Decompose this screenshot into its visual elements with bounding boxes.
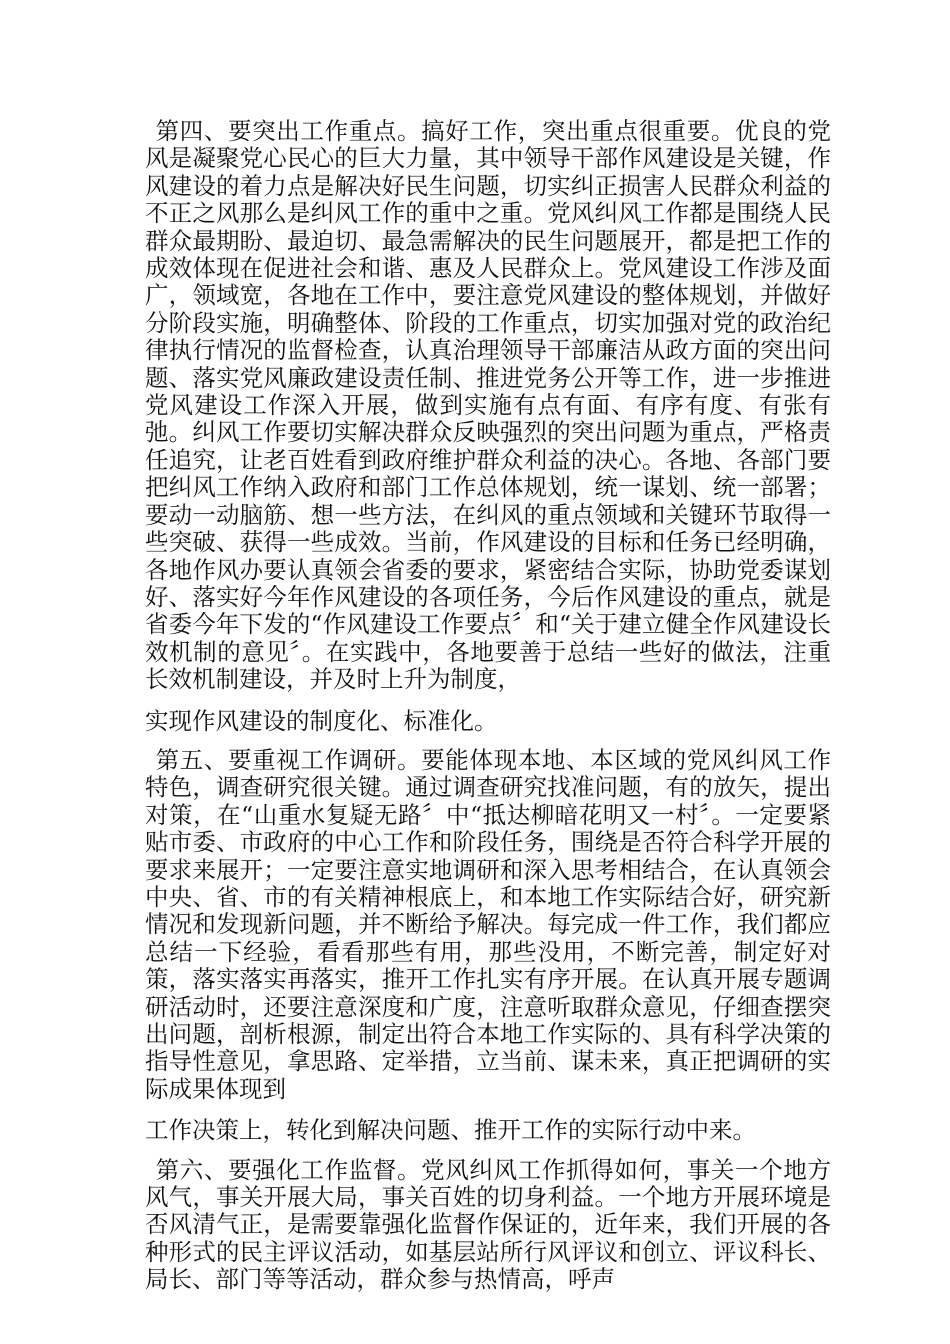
paragraph-body: 第六、要强化工作监督。党风纠风工作抓得如何，事关一个地方风气，事关开展大局，事关百姓的切身利益。一个地方开展环境是否风清气正，是需要靠强化监督作保证的，近年来，我们开展的各种形式的民主评议活动，如基层站所行风评议和创立、评议科长、局长、部门等等活动，群众参与热情高，呼声 [145, 1155, 831, 1294]
paragraph-section-four [145, 118, 831, 735]
paragraph-section-five [145, 747, 831, 1145]
paragraph-tail-line: 实现作风建设的制度化、标准化。 [145, 706, 498, 735]
paragraph-body: 第四、要突出工作重点。搞好工作，突出重点很重要。优良的党风是凝聚党心民心的巨大力量，其中领导干部作风建设是关键，作风建设的着力点是解决好民生问题，切实纠正损害人民群众利益的不正之风那么是纠风工作的重中之重。党风纠风工作都是围绕人民群众最期盼、最迫切、最急需解决的民生问题展开，都是把工作的成效体现在促进社会和谐、惠及人民群众上。党风建设工作涉及面广，领域宽，各地在工作中，要注意党风建设的整体规划，并做好分阶段实施，明确整体、阶段的工作重点，切实加强对党的政治纪律执行情况的监督检查，认真治理领导干部廉洁从政方面的突出问题、落实党风廉政建设责任制、推进党务公开等工作，进一步推进党风建设工作深入开展，做到实施有点有面、有序有度、有张有弛。纠风工作要切实解决群众反映强烈的突出问题为重点，严格责任追究，让老百姓看到政府维护群众利益的决心。各地、各部门要把纠风工作纳入政府和部门工作总体规划，统一谋划、统一部署；要动一动脑筋、想一些方法，在纠风的重点领域和关键环节取得一些突破、获得一些成效。当前，作风建设的目标和任务已经明确，各地作风办要认真领会省委的要求，紧密结合实际，协助党委谋划好、落实好今年作风建设的各项任务，今后作风建设的重点，就是省委今年下发的“作风建设工作要点〞和“关于建立健全作风建设长效机制的意见〞。在实践中，各地要善于总结一些好的做法，注重长效机制建设，并及时上升为制度， [145, 117, 831, 694]
paragraph-tail-line: 工作决策上，转化到解决问题、推开工作的实际行动中来。 [145, 1116, 756, 1145]
paragraph-body: 第五、要重视工作调研。要能体现本地、本区域的党风纠风工作特色，调查研究很关键。通过调查研究找准问题，有的放矢，提出对策，在“山重水复疑无路〞中“抵达柳暗花明又一村〞。一定要紧贴市委、市政府的中心工作和阶段任务，围绕是否符合科学开展的要求来展开；一定要注意实地调研和深入思考相结合，在认真领会中央、省、市的有关精神根底上，和本地工作实际结合好，研究新情况和发现新问题，并不断给予解决。每完成一件工作，我们都应总结一下经验，看看那些有用，那些没用，不断完善，制定好对策，落实落实再落实，推开工作扎实有序开展。在认真开展专题调研活动时，还要注意深度和广度，注意听取群众意见，仔细查摆突出问题，剖析根源，制定出符合本地工作实际的、具有科学决策的指导性意见，拿思路、定举措，立当前、谋未来，真正把调研的实际成果体现到 [145, 745, 831, 1103]
document-page [145, 118, 831, 1294]
paragraph-section-six [145, 1157, 831, 1294]
